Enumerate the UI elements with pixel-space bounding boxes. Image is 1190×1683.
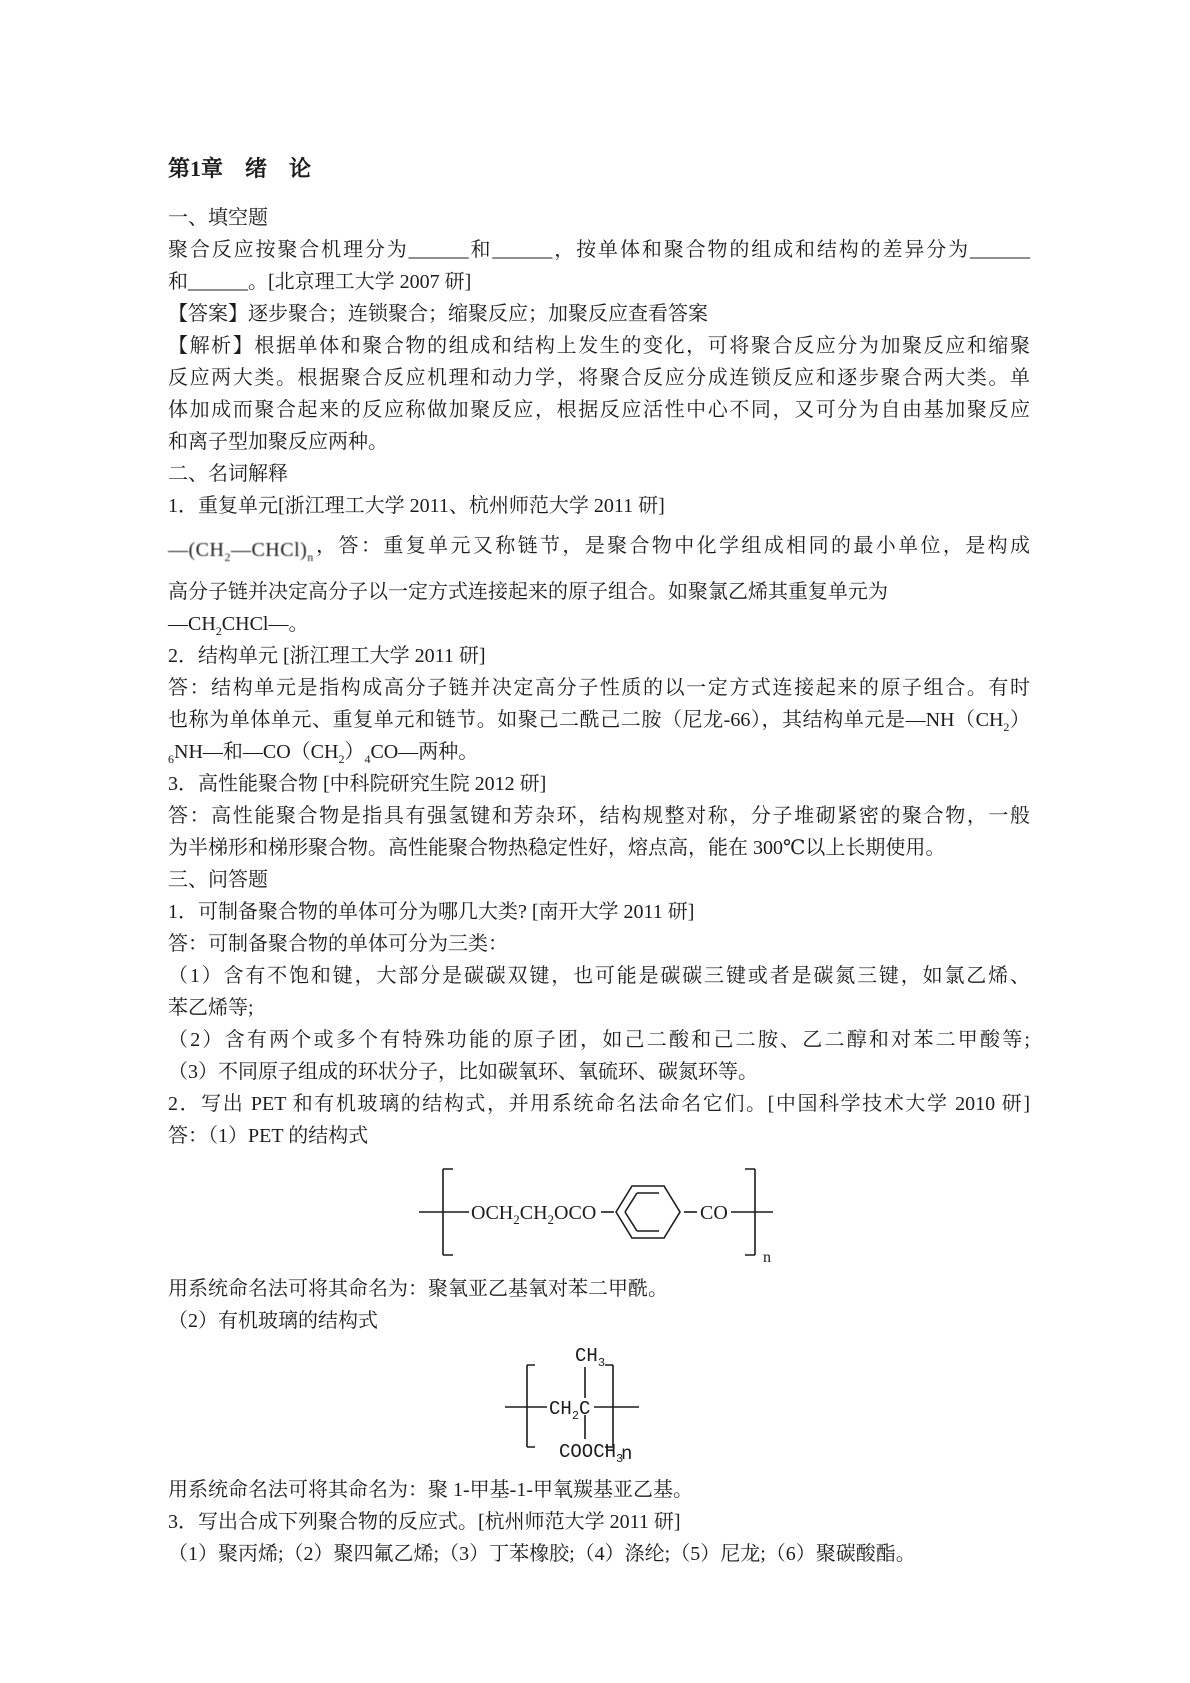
qa-2-title: 2．写出 PET 和有机玻璃的结构式，并用系统命名法命名它们。[中国科学技术大学 2010 研]	[168, 1093, 1030, 1115]
term-3-answer-line-1: 答：高性能聚合物是指具有强氢键和芳杂环，结构规整对称，分子堆砌紧密的聚合物，一般	[168, 805, 1030, 827]
qa-2-answer-intro: 答：（1）PET 的结构式	[168, 1125, 369, 1147]
analysis-line-3: 体加成而聚合起来的反应称做加聚反应，根据反应活性中心不同，又可分为自由基加聚反应	[168, 399, 1030, 421]
chapter-title: 第1章 绪 论	[168, 156, 312, 181]
term-1-answer-text: ，答：重复单元又称链节，是聚合物中化学组成相同的最小单位，是构成	[313, 535, 1030, 557]
qa-1-answer-line-2: （1）含有不饱和键，大部分是碳碳双键，也可能是碳碳三键或者是碳氮三键，如氯乙烯、	[168, 965, 1030, 987]
pet-structure-diagram	[168, 1160, 1030, 1271]
pmma-chain-label: $CH_2C$	[549, 1398, 591, 1423]
pmma-name-line: 用系统命名法可将其命名为：聚 1-甲基-1-甲氧羰基亚乙基。	[168, 1479, 693, 1501]
term-2-title: 2．结构单元 [浙江理工大学 2011 研]	[168, 645, 486, 667]
pmma-methyl-label: $CH_3$	[575, 1345, 606, 1370]
term-1-answer-line-2: 高分子链并决定高分子以一定方式连接起来的原子组合。如聚氯乙烯其重复单元为	[168, 581, 888, 603]
term-3-title: 3．高性能聚合物 [中科院研究生院 2012 研]	[168, 773, 547, 795]
term-1-answer-line-1	[168, 524, 1030, 572]
answer-line: 【答案】逐步聚合；连锁聚合；缩聚反应；加聚反应查看答案	[168, 303, 708, 325]
pmma-ester-label: $COOCH_3$	[559, 1441, 624, 1466]
pmma-structure-svg	[499, 1343, 699, 1467]
term-2-answer-line-1: 答：结构单元是指构成高分子链并决定高分子性质的以一定方式连接起来的原子组合。有时	[168, 677, 1030, 699]
pmma-structure-diagram	[168, 1343, 1030, 1472]
term-1-answer-line-3: $—CH_2CHCl—$。	[168, 613, 309, 638]
pmma-right-bracket	[605, 1365, 613, 1447]
qa-3-items-line: （1）聚丙烯;（2）聚四氟乙烯;（3）丁苯橡胶;（4）涤纶;（5）尼龙;（6）聚碳酸酯。	[168, 1543, 916, 1565]
term-2-answer-line-3: $_6$NH—和$—CO(CH_2)_4CO—$两种。	[168, 741, 479, 766]
pet-chain-label: $OCH_2CH_2OCO$	[471, 1202, 597, 1227]
analysis-line-2: 反应两大类。根据聚合反应机理和动力学，将聚合反应分成连锁反应和逐步聚合两大类。单	[168, 367, 1030, 389]
pmma-intro-line: （2）有机玻璃的结构式	[168, 1310, 378, 1332]
pet-n-subscript: n	[763, 1249, 771, 1266]
pet-structure-svg	[413, 1160, 785, 1266]
section-2-heading: 二、名词解释	[168, 463, 288, 485]
pet-name-line: 用系统命名法可将其命名为：聚氧亚乙基氧对苯二甲酰。	[168, 1278, 668, 1300]
fill-blank-question-line-2: 和______。[北京理工大学 2007 研]	[168, 271, 472, 293]
pmma-n-subscript: n	[621, 1443, 633, 1465]
section-3-heading: 三、问答题	[168, 869, 268, 891]
analysis-line-1: 【解析】根据单体和聚合物的组成和结构上发生的变化，可将聚合反应分为加聚反应和缩聚	[168, 335, 1030, 357]
pmma-left-bracket	[527, 1365, 535, 1447]
qa-3-title: 3．写出合成下列聚合物的反应式。[杭州师范大学 2011 研]	[168, 1511, 681, 1533]
term-3-answer-line-2: 为半梯形和梯形聚合物。高性能聚合物热稳定性好，熔点高，能在 300℃以上长期使用。	[168, 837, 946, 859]
fill-blank-question-line-1: 聚合反应按聚合机理分为______和______，按单体和聚合物的组成和结构的差异分为______	[168, 239, 1030, 261]
qa-1-answer-line-1: 答：可制备聚合物的单体可分为三类：	[168, 933, 508, 955]
qa-1-answer-line-3: 苯乙烯等;	[168, 997, 254, 1019]
term-2-answer-line-2: 也称为单体单元、重复单元和链节。如聚己二酰己二胺（尼龙-66），其结构单元是$—NH(CH_2)$	[168, 709, 1030, 734]
analysis-line-4: 和离子型加聚反应两种。	[168, 431, 388, 453]
repeat-unit-formula: $—(CH_2—CHCl)_n$	[168, 539, 314, 564]
pet-co-label: CO	[700, 1202, 728, 1224]
term-1-title: 1．重复单元[浙江理工大学 2011、杭州师范大学 2011 研]	[168, 495, 665, 517]
qa-1-title: 1．可制备聚合物的单体可分为哪几大类? [南开大学 2011 研]	[168, 901, 695, 923]
qa-1-answer-line-4: （2）含有两个或多个有特殊功能的原子团，如己二酸和己二胺、乙二醇和对苯二甲酸等;	[168, 1029, 1030, 1051]
section-1-heading: 一、填空题	[168, 207, 268, 229]
qa-1-answer-line-5: （3）不同原子组成的环状分子，比如碳氧环、氧硫环、碳氮环等。	[168, 1061, 758, 1083]
